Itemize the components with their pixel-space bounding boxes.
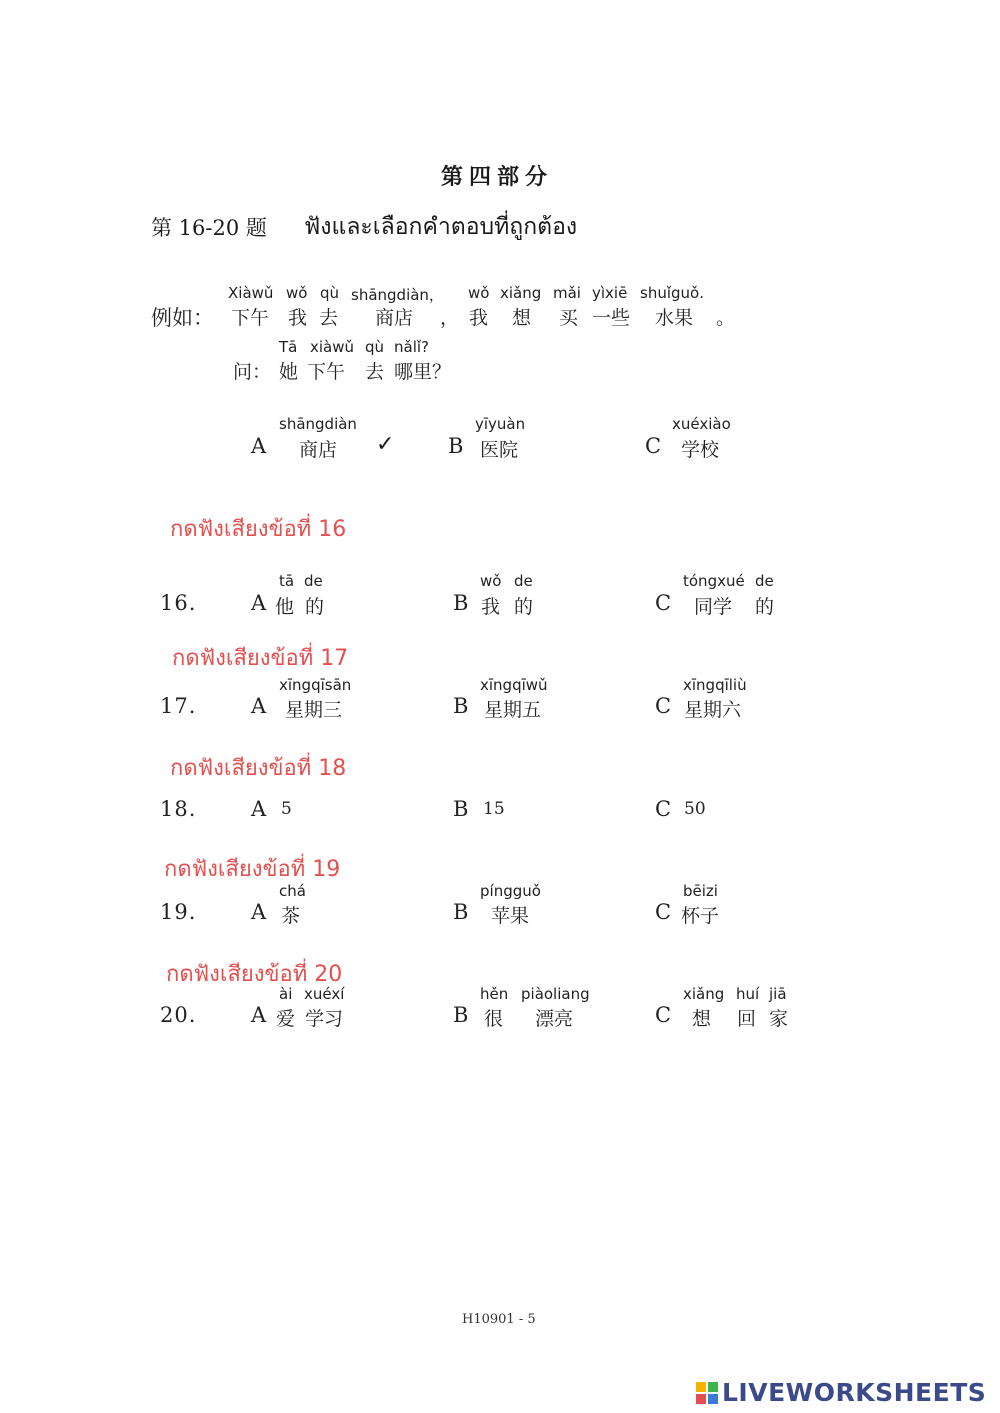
pinyin: wǒ — [286, 284, 308, 302]
example-label: 例如： — [151, 306, 214, 330]
question-number: 17. — [160, 694, 197, 718]
hanzi: 星期三 — [285, 699, 343, 721]
pinyin: de — [514, 572, 533, 590]
pinyin: huí — [736, 985, 760, 1003]
hanzi: 回 — [737, 1008, 757, 1030]
hanzi: 的 — [305, 596, 325, 618]
audio-button-17[interactable]: กดฟังเสียงข้อที่ 17 — [172, 646, 349, 671]
hanzi: 哪里？ — [394, 361, 452, 383]
hanzi: 的 — [755, 596, 775, 618]
pinyin: qù — [320, 284, 340, 302]
pinyin: xīngqīsān — [279, 676, 352, 694]
option-b[interactable]: B — [453, 591, 469, 615]
hanzi: 的 — [514, 596, 534, 618]
brand-name: LIVEWORKSHEETS — [722, 1378, 987, 1407]
pinyin: jiā — [769, 985, 787, 1003]
option-c[interactable]: C — [655, 1003, 672, 1027]
pinyin: xiǎng — [500, 284, 542, 302]
page-code: H10901 - 5 — [462, 1312, 536, 1327]
question-number: 16. — [160, 591, 197, 615]
pinyin: píngguǒ — [480, 882, 541, 900]
option-c[interactable]: C — [655, 694, 672, 718]
pinyin: nǎlǐ? — [394, 338, 429, 356]
option-value: 50 — [684, 799, 706, 819]
section-title: 第四部分 — [441, 164, 554, 190]
hanzi: 我 — [481, 596, 501, 618]
option-c[interactable]: C — [655, 797, 672, 821]
hanzi: 。 — [716, 307, 736, 329]
hanzi: 苹果 — [491, 905, 530, 927]
option-b[interactable]: B — [453, 694, 469, 718]
hanzi: 家 — [769, 1008, 789, 1030]
hanzi: 杯子 — [681, 905, 720, 927]
pinyin: piàoliang — [521, 985, 590, 1003]
pinyin: de — [304, 572, 323, 590]
hanzi: 商店 — [375, 307, 414, 329]
hanzi: 水果 — [655, 307, 694, 329]
hanzi: 一些 — [592, 307, 631, 329]
option-b[interactable]: B — [453, 797, 469, 821]
liveworksheets-logo-icon — [696, 1381, 718, 1403]
pinyin: bēizi — [683, 882, 718, 900]
pinyin: chá — [279, 882, 306, 900]
hanzi: 星期五 — [484, 699, 542, 721]
pinyin: ài — [279, 985, 293, 1003]
option-a[interactable]: A — [251, 797, 267, 821]
pinyin: wǒ — [480, 572, 502, 590]
hanzi: 下午 — [307, 361, 346, 383]
option-c[interactable]: C — [655, 900, 672, 924]
question-label: 问： — [233, 361, 272, 383]
option-letter: C — [645, 434, 662, 458]
audio-button-18[interactable]: กดฟังเสียงข้อที่ 18 — [170, 756, 347, 781]
question-number: 18. — [160, 797, 197, 821]
hanzi: 商店 — [299, 439, 338, 461]
audio-button-19[interactable]: กดฟังเสียงข้อที่ 19 — [164, 857, 341, 882]
option-a[interactable]: A — [251, 900, 267, 924]
pinyin: wǒ — [468, 284, 490, 302]
hanzi: 去 — [319, 307, 339, 329]
pinyin: xiǎng — [683, 985, 725, 1003]
pinyin: mǎi — [553, 284, 581, 302]
hanzi: 爱 — [276, 1008, 296, 1030]
hanzi: 我 — [469, 307, 489, 329]
pinyin: tā — [279, 572, 295, 590]
pinyin: yīyuàn — [475, 415, 526, 433]
hanzi: 下午 — [231, 307, 270, 329]
hanzi: 去 — [365, 361, 385, 383]
option-letter: A — [251, 434, 267, 458]
pinyin: shuǐguǒ. — [640, 284, 704, 302]
option-b[interactable]: B — [453, 900, 469, 924]
hanzi: ， — [440, 307, 460, 329]
pinyin: hěn — [480, 985, 509, 1003]
checkmark-icon: ✓ — [376, 432, 395, 457]
hanzi: 医院 — [480, 439, 519, 461]
hanzi: 她 — [279, 361, 299, 383]
hanzi: 我 — [288, 307, 308, 329]
pinyin: tóngxué — [683, 572, 745, 590]
hanzi: 买 — [559, 307, 579, 329]
option-a[interactable]: A — [251, 591, 267, 615]
hanzi: 漂亮 — [535, 1008, 574, 1030]
hanzi: 学习 — [305, 1008, 344, 1030]
brand-logo[interactable] — [696, 1378, 986, 1407]
pinyin: xuéxí — [304, 985, 345, 1003]
option-value: 5 — [281, 799, 292, 819]
option-a[interactable]: A — [251, 694, 267, 718]
option-a[interactable]: A — [251, 1003, 267, 1027]
audio-button-20[interactable]: กดฟังเสียงข้อที่ 20 — [166, 962, 343, 987]
instruction-text: ฟังและเลือกคำตอบที่ถูกต้อง — [304, 214, 578, 240]
hanzi: 很 — [484, 1008, 504, 1030]
hanzi: 他 — [275, 596, 295, 618]
hanzi: 想 — [512, 307, 532, 329]
option-value: 15 — [483, 799, 505, 819]
hanzi: 星期六 — [684, 699, 742, 721]
pinyin: Xiàwǔ — [228, 284, 274, 302]
pinyin: qù — [365, 338, 385, 356]
question-number: 20. — [160, 1003, 197, 1027]
pinyin: yìxiē — [592, 284, 628, 302]
pinyin: de — [755, 572, 774, 590]
hanzi: 学校 — [681, 439, 720, 461]
pinyin: Tā — [279, 338, 298, 356]
pinyin: shāngdiàn， — [351, 286, 444, 304]
option-b[interactable]: B — [453, 1003, 469, 1027]
audio-button-16[interactable]: กดฟังเสียงข้อที่ 16 — [170, 517, 347, 542]
hanzi: 同学 — [694, 596, 733, 618]
hanzi: 想 — [692, 1008, 712, 1030]
option-c[interactable]: C — [655, 591, 672, 615]
hanzi: 茶 — [281, 905, 301, 927]
pinyin: xīngqīliù — [683, 676, 747, 694]
question-number: 19. — [160, 900, 197, 924]
pinyin: xīngqīwǔ — [480, 676, 548, 694]
pinyin: shāngdiàn — [279, 415, 357, 433]
option-letter: B — [448, 434, 464, 458]
pinyin: xiàwǔ — [310, 338, 355, 356]
question-range: 第 16-20 题 — [151, 216, 267, 240]
pinyin: xuéxiào — [672, 415, 731, 433]
